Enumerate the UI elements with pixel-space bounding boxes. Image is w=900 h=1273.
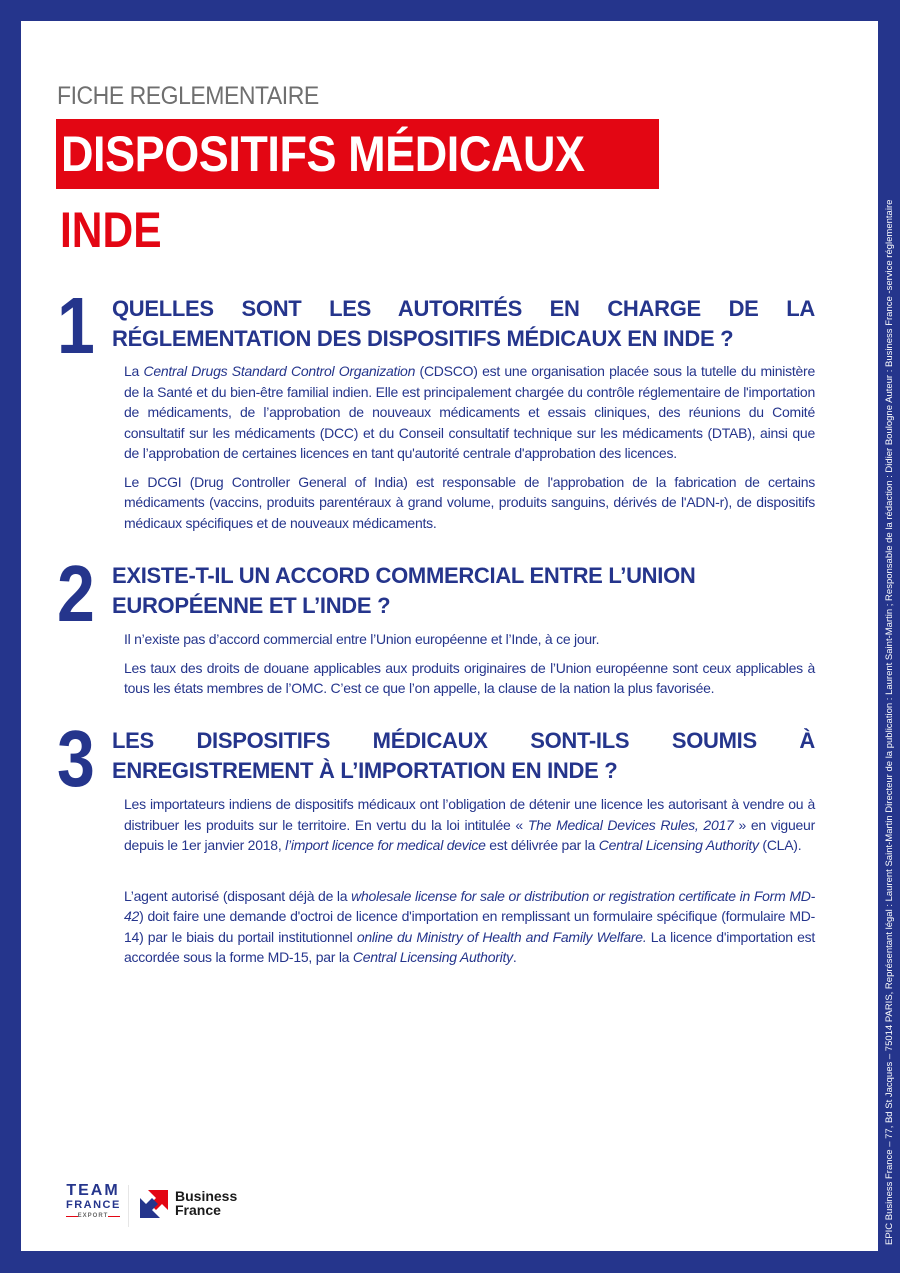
document-kicker: FICHE REGLEMENTAIRE (57, 82, 319, 110)
section-number: 3 (57, 714, 95, 803)
section-number: 2 (57, 549, 95, 638)
italic-run: Central Drugs Standard Control Organization (143, 363, 416, 379)
question-line: RÉGLEMENTATION DES DISPOSITIFS MÉDICAUX EN INDE ? (112, 326, 734, 351)
paragraph: Les taux des droits de douane applicables aux produits originaires de l’Union européenne sont ceux applicables à tous les états membres de l’OMC. C’est ce que l’on appelle, la clause de la nation la plus favorisée. (124, 659, 815, 696)
italic-run: The Medical Devices Rules, 2017 (527, 816, 734, 833)
question-line: EXISTE-T-IL UN ACCORD COMMERCIAL ENTRE L’UNION (112, 563, 696, 588)
italic-run: l’import licence for medical device (285, 837, 486, 853)
section-question (112, 726, 815, 786)
paragraph (124, 361, 815, 464)
business-france-logo-text (175, 1189, 237, 1217)
text-run: La licence d'importation est accordée sous la forme MD-15, par la (124, 928, 815, 965)
logo-text: EXPORT (66, 1211, 120, 1221)
footer-logos (66, 1183, 286, 1229)
logo-text: Business (175, 1188, 238, 1204)
text-run: L’agent autorisé (disposant déjà de la (124, 887, 352, 904)
section-number: 1 (57, 281, 95, 370)
italic-run: online du Ministry of Health and Family Welfare. (356, 928, 647, 945)
logo-text: France (175, 1202, 221, 1218)
section-body (124, 361, 815, 541)
logo-text: FRANCE (66, 1199, 121, 1211)
section-body (124, 794, 815, 976)
text-run: » en vigueur depuis le 1er janvier 2018, (124, 816, 815, 853)
question-line: ENREGISTREMENT À L’IMPORTATION EN INDE ? (112, 758, 618, 783)
paragraph: Le DCGI (Drug Controller General of India) est responsable de l'approbation de la fabrication de certains médicaments (vaccins, produits parentéraux à grand volume, produits sanguins, dérivés de l'ADN-r), de dispositifs médicaux spécifiques et de nouveaux médicaments. (124, 473, 815, 531)
text-run: La (124, 363, 144, 379)
section-body (124, 629, 815, 707)
section-question (112, 294, 815, 354)
team-france-export-logo (66, 1183, 120, 1221)
text-run: (CDSCO) est une organisation placée sous la tutelle du ministère de la Santé et du bien-être familial indien. Elle est principalement chargée du contrôle réglementaire de l'importation de médicaments, de l’approbation de nouveaux médicaments et essais cliniques, des réunions du Comité consultatif sur les médicaments (DCC) et du Conseil consultatif technique sur les médicaments (DTAB), ainsi que de l’approbation de certaines licences en tant qu'autorité centrale d'approbation des licences. (124, 363, 815, 461)
text-run: . (512, 949, 517, 965)
question-line: EUROPÉENNE ET L’INDE ? (112, 593, 391, 618)
text-run: Les importateurs indiens de dispositifs médicaux ont l’obligation de détenir une licence les autorisant à vendre ou à distribuer les produits sur le territoire. En vertu du la loi intitulée « (124, 796, 815, 833)
logo-text: TEAM (66, 1182, 120, 1199)
question-line: QUELLES SONT LES AUTORITÉS EN CHARGE DE LA (112, 296, 815, 321)
text-run: est délivrée par la (485, 837, 599, 853)
business-france-arrow-icon (138, 1188, 170, 1220)
country-title: INDE (60, 202, 162, 258)
title-banner (56, 119, 659, 189)
paragraph (124, 794, 815, 856)
question-line: LES DISPOSITIFS MÉDICAUX SONT-ILS SOUMIS À (112, 728, 815, 753)
paragraph (124, 886, 815, 968)
paragraph: Il n’existe pas d’accord commercial entre l’Union européenne et l’Inde, à ce jour. (124, 631, 600, 647)
document-title: DISPOSITIFS MÉDICAUX (61, 126, 585, 182)
italic-run: wholesale license for sale or distribution or registration certificate in Form MD-42 (124, 887, 816, 924)
legal-sidebar-text: EPIC Business France – 77, Bd St Jacques – 75014 PARIS, Représentant légal : Laurent Saint-Martin Directeur de la publication : Laurent Saint-Martin ; Responsable de la rédaction : Didier Boulogne Auteur : Business France -service réglementaire (884, 199, 895, 1245)
text-run: (CLA). (758, 837, 802, 853)
section-question (112, 561, 815, 621)
italic-run: Central Licensing Authority (598, 837, 759, 853)
document-page (21, 21, 878, 1251)
text-run: ) doit faire une demande d'octroi de licence d'importation en remplissant un formulaire spécifique (formulaire MD-14) par le biais du portail institutionnel (124, 908, 815, 945)
logo-divider (128, 1185, 129, 1227)
italic-run: Central Licensing Authority (352, 949, 513, 965)
